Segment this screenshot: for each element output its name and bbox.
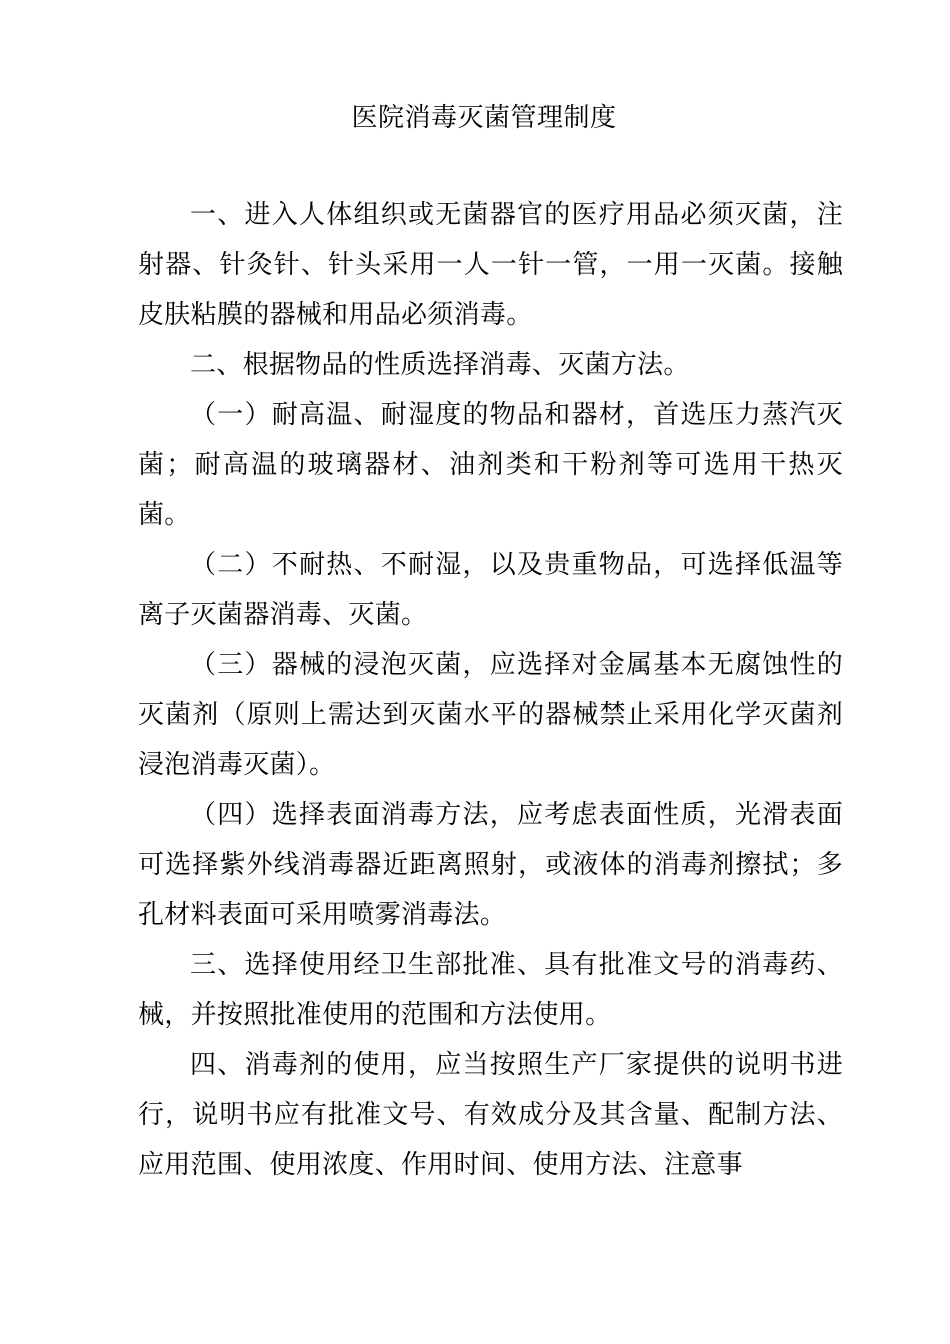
paragraph-1: 一、进入人体组织或无菌器官的医疗用品必须灭菌，注射器、针灸针、针头采用一人一针一管，一用一灭菌。接触皮肤粘膜的器械和用品必须消毒。 xyxy=(138,200,843,330)
document-title: 医院消毒灭菌管理制度 xyxy=(351,103,617,133)
paragraph-5: （三）器械的浸泡灭菌，应选择对金属基本无腐蚀性的灭菌剂（原则上需达到灭菌水平的器械禁止采用化学灭菌剂浸泡消毒灭菌）。 xyxy=(138,650,843,780)
paragraph-3: （一）耐高温、耐湿度的物品和器材，首选压力蒸汽灭菌；耐高温的玻璃器材、油剂类和干粉剂等可选用干热灭菌。 xyxy=(138,400,843,530)
paragraph-7: 三、选择使用经卫生部批准、具有批准文号的消毒药、械，并按照批准使用的范围和方法使用。 xyxy=(138,950,843,1030)
document-body xyxy=(138,190,843,1190)
paragraph-6: （四）选择表面消毒方法，应考虑表面性质，光滑表面可选择紫外线消毒器近距离照射，或液体的消毒剂擦拭；多孔材料表面可采用喷雾消毒法。 xyxy=(138,800,843,930)
paragraph-2: 二、根据物品的性质选择消毒、灭菌方法。 xyxy=(190,350,690,380)
paragraph-4: （二）不耐热、不耐湿，以及贵重物品，可选择低温等离子灭菌器消毒、灭菌。 xyxy=(138,550,843,630)
paragraph-8: 四、消毒剂的使用，应当按照生产厂家提供的说明书进行，说明书应有批准文号、有效成分及其含量、配制方法、应用范围、使用浓度、作用时间、使用方法、注意事 xyxy=(138,1050,843,1180)
